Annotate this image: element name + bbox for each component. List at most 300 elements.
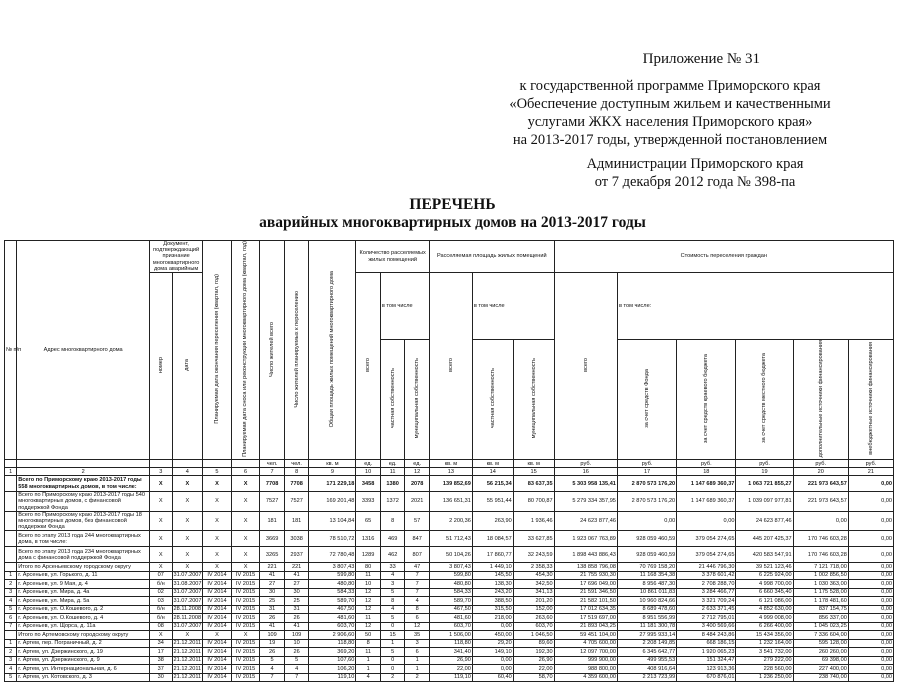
table-row — [5, 511, 894, 531]
table-cell: 3 807,43 — [309, 563, 356, 572]
column-number-cell: 21 — [848, 468, 893, 476]
table-row — [5, 656, 894, 665]
table-cell: Всего по Приморскому краю 2013-2017 годы 540 многоквартирных домов, с финансовой поддержкой Фонда — [17, 492, 150, 512]
table-cell: 02 — [150, 588, 172, 597]
table-cell: 670 876,01 — [677, 673, 736, 682]
table-cell: 4 — [380, 571, 405, 580]
table-cell: 21 446 796,30 — [677, 563, 736, 572]
table-cell: 1372 — [380, 492, 405, 512]
table-cell: 1 — [5, 639, 17, 648]
table-cell: 60,40 — [472, 673, 513, 682]
table-cell: 170 746 603,28 — [793, 531, 848, 547]
table-cell: 0 — [380, 656, 405, 665]
unit-cell: ед. — [380, 460, 405, 468]
col-no-header — [5, 241, 22, 460]
table-cell: 25 — [260, 597, 285, 606]
table-cell: 999 900,00 — [554, 656, 617, 665]
table-cell: 469 — [380, 531, 405, 547]
table-cell: 3 — [5, 588, 17, 597]
col-count-total-label: всего — [365, 358, 372, 372]
table-cell: 50 — [356, 631, 381, 640]
table-cell: 22,00 — [429, 665, 472, 674]
table-cell: 55 951,44 — [472, 492, 513, 512]
table-cell: IV 2015 — [231, 665, 260, 674]
table-cell: 21 893 043,25 — [554, 622, 617, 631]
table-cell: 28.11.2008 — [173, 606, 202, 613]
col-count-mun-label: муниципальная собственность — [414, 358, 421, 439]
table-cell: 2937 — [284, 547, 309, 563]
table-cell: 5 — [380, 648, 405, 657]
table-cell: X — [203, 511, 232, 531]
col-cost-incl-label: в том числе: — [618, 302, 652, 309]
col-count-priv-label: частная собственность — [389, 368, 396, 429]
table-cell: 369,20 — [309, 648, 356, 657]
table-cell: 5 — [5, 673, 17, 682]
table-cell: 847 — [405, 531, 430, 547]
table-cell: 454,30 — [513, 571, 554, 580]
table-cell — [5, 563, 17, 572]
table-cell: IV 2014 — [203, 622, 232, 631]
table-cell: 0,00 — [848, 648, 893, 657]
table-cell: 408 916,64 — [617, 665, 676, 674]
column-number-cell: 5 — [203, 468, 232, 476]
table-cell: 2 208 149,85 — [617, 639, 676, 648]
col-address-header — [17, 241, 150, 460]
table-cell: 4 — [284, 665, 309, 674]
table-cell: г. Арсеньев, ул. 9 Мая, д. 4 — [17, 580, 150, 589]
table-cell: 11 181 300,78 — [617, 622, 676, 631]
table-cell: X — [231, 531, 260, 547]
table-cell: г. Арсеньев, ул. Горького, д. 11 — [17, 571, 150, 580]
table-cell: 51 712,43 — [429, 531, 472, 547]
col-plan-demolish-label: Планируемая дата окончания переселения (квартал, год) — [213, 274, 220, 424]
col-cost-fund-label: за счет средств Фонда — [643, 368, 650, 428]
table-cell: 0,00 — [848, 511, 893, 531]
table-cell: Итого по Арсеньевскому городскому округу — [17, 563, 150, 572]
table-cell: 0,00 — [848, 622, 893, 631]
table-cell: 0,00 — [848, 665, 893, 674]
table-cell: X — [203, 531, 232, 547]
table-cell: 603,70 — [513, 622, 554, 631]
table-cell: X — [172, 476, 203, 492]
admin-line: от 7 декабря 2012 года № 398-па — [594, 174, 796, 190]
table-cell: 420 583 547,91 — [736, 547, 793, 563]
table-cell: X — [150, 563, 172, 572]
table-cell: 5 — [380, 614, 405, 623]
table-cell: 56 215,34 — [472, 476, 513, 492]
table-cell: 2 — [380, 673, 405, 682]
column-number-cell: 20 — [793, 468, 848, 476]
table-cell: 342,50 — [513, 580, 554, 589]
col-people-plan-label: Число жителей планируемых к переселению — [293, 290, 300, 408]
table-cell: 807 — [405, 547, 430, 563]
table-cell: 445 207 425,37 — [736, 531, 793, 547]
table-cell: 341,13 — [513, 588, 554, 597]
table-cell: 218,00 — [472, 614, 513, 623]
col-doc-num-label: номер — [157, 356, 164, 374]
table-cell: IV 2015 — [231, 648, 260, 657]
column-number-cell: 8 — [284, 468, 309, 476]
table-cell: 1 — [356, 665, 381, 674]
table-cell: 2 633 371,45 — [677, 605, 736, 614]
table-cell: X — [231, 511, 260, 531]
col-area2-total-header — [429, 273, 472, 460]
table-cell: 5 — [5, 605, 17, 614]
table-cell: 118,80 — [309, 639, 356, 648]
table-cell: 584,33 — [429, 588, 472, 597]
table-cell: 11 — [356, 648, 381, 657]
table-cell: 462 — [380, 547, 405, 563]
annex-label: Приложение № 31 — [642, 51, 760, 67]
col-area-label: Общая площадь жилых помещений многоквартирного дома — [329, 270, 336, 428]
table-cell: 3669 — [260, 531, 285, 547]
unit-cell: кв. м — [309, 460, 356, 468]
column-number-cell: 2 — [17, 468, 150, 476]
table-cell: 480,80 — [309, 580, 356, 589]
table-cell: 181 — [284, 511, 309, 531]
col-cost-incl-header — [617, 273, 893, 340]
table-cell: 106,20 — [309, 665, 356, 674]
table-cell: 7708 — [260, 476, 285, 492]
column-number-cell: 14 — [472, 468, 513, 476]
col-count-priv-header — [380, 339, 405, 460]
table-cell: 1 147 689 360,37 — [677, 476, 736, 492]
table-row — [5, 580, 894, 589]
table-cell: 928 059 460,59 — [617, 547, 676, 563]
table-cell: 65 — [356, 511, 381, 531]
table-cell: 589,70 — [429, 597, 472, 606]
table-cell: 8 — [380, 597, 405, 606]
table-cell: 10 960 824,66 — [617, 597, 676, 606]
table-cell: 6 660 345,40 — [736, 588, 793, 597]
table-cell: 6 121 086,00 — [736, 597, 793, 606]
table-cell: 221 — [260, 563, 285, 572]
table-cell: 2 712 795,01 — [677, 614, 736, 623]
table-cell: 3 541 732,00 — [736, 648, 793, 657]
table-cell: г. Артем, ул. Котовского, д. 3 — [17, 673, 150, 682]
table-cell: 201,20 — [513, 597, 554, 606]
table-cell: 72 780,48 — [309, 547, 356, 563]
table-cell: 123 913,36 — [677, 665, 736, 674]
table-cell: 0,00 — [848, 605, 893, 614]
table-cell: 1 923 067 763,89 — [554, 531, 617, 547]
table-cell: 18 084,57 — [472, 531, 513, 547]
table-row — [5, 492, 894, 512]
table-cell: г. Арсеньев, ул. О.Кошевого, д. 2 — [17, 605, 150, 614]
table-cell: 1 449,10 — [472, 563, 513, 572]
table-cell: X — [231, 476, 260, 492]
table-cell: 30 — [260, 588, 285, 597]
table-cell: IV 2015 — [231, 622, 260, 631]
table-cell: Всего по Приморскому краю 2013-2017 годы 558 многоквартирных домов, в том числе: — [17, 476, 150, 492]
table-cell: 6 — [405, 614, 430, 623]
table-cell — [5, 476, 17, 492]
col-count-incl-label: в том числе — [381, 302, 413, 309]
table-cell: Всего по этапу 2013 года 244 многоквартирных дома, в том числе: — [17, 531, 150, 547]
table-cell: 1 — [405, 665, 430, 674]
col-cost-total-header — [554, 273, 617, 460]
table-cell: 3 — [380, 580, 405, 589]
table-row — [5, 597, 894, 606]
table-cell: 21.12.2011 — [173, 648, 202, 655]
program-line: «Обеспечение доступным жильем и качественными — [509, 96, 831, 112]
table-cell: 13 104,84 — [309, 511, 356, 531]
table-cell: 17 860,77 — [472, 547, 513, 563]
unit-cell: ед. — [356, 460, 381, 468]
col-area2-mun-label: муниципальная собственность — [530, 358, 537, 439]
table-cell: 19 — [260, 639, 285, 648]
table-cell: 70 769 158,20 — [617, 563, 676, 572]
table-cell: 0,00 — [848, 580, 893, 589]
table-cell: X — [203, 547, 232, 563]
table-cell: X — [172, 631, 203, 640]
table-cell: X — [231, 492, 260, 512]
table-cell: 2078 — [405, 476, 430, 492]
table-cell: 0,00 — [848, 614, 893, 623]
table-cell — [5, 531, 17, 547]
table-cell: 33 627,85 — [513, 531, 554, 547]
col-doc-num-header — [150, 273, 172, 460]
table-cell: 24 623 877,46 — [554, 511, 617, 531]
column-number-cell: 19 — [736, 468, 793, 476]
col-plan-demolish-header — [203, 241, 232, 460]
col-count-mun-header — [405, 339, 430, 460]
col-cost-fund-header — [617, 339, 676, 460]
table-cell: 0,00 — [848, 531, 893, 547]
unit-cell: руб. — [554, 460, 617, 468]
document-title — [0, 196, 905, 232]
table-cell: 2021 — [405, 492, 430, 512]
table-cell: 3 807,43 — [429, 563, 472, 572]
table-cell: 138,30 — [472, 580, 513, 589]
table-cell: 8 — [356, 639, 381, 648]
table-row — [5, 631, 894, 640]
col-plan-end-label: Планируемая дата сноса или реконструкции многоквартирного дома (квартал, год) — [242, 241, 249, 457]
column-number-cell: 9 — [309, 468, 356, 476]
table-row — [5, 665, 894, 674]
table-cell: 21 755 930,30 — [554, 571, 617, 580]
column-number-cell: 1 — [5, 468, 17, 476]
title-line: аварийных многоквартирных домов на 2013-2017 годы — [259, 214, 646, 231]
table-cell: 5 303 958 135,41 — [554, 476, 617, 492]
table-cell: Итого по Артемовскому городскому округу — [17, 631, 150, 640]
col-cost-label: Стоимость переселения граждан — [680, 253, 767, 260]
unit-cell: кв. м — [513, 460, 554, 468]
table-cell: 6 266 400,00 — [736, 622, 793, 631]
table-cell: 0,00 — [617, 511, 676, 531]
table-cell: 17 696 049,00 — [554, 580, 617, 589]
table-cell: 3458 — [356, 476, 381, 492]
unit-cell: чел. — [284, 460, 309, 468]
table-cell: 3038 — [284, 531, 309, 547]
table-cell: 1 — [356, 656, 381, 665]
table-cell: 41 — [284, 571, 309, 580]
table-cell: 4 998 700,00 — [736, 580, 793, 589]
column-number-cell: 4 — [172, 468, 203, 476]
table-cell: 7527 — [260, 492, 285, 512]
table-cell: г. Арсеньев, ул. О.Кошевого, д. 4 — [17, 614, 150, 623]
table-cell: IV 2014 — [203, 665, 232, 674]
table-cell: 7 — [405, 588, 430, 597]
table-cell: 988 800,00 — [554, 665, 617, 674]
table-cell: 467,50 — [309, 605, 356, 614]
table-cell: IV 2014 — [203, 597, 232, 606]
col-doc-date-label: дата — [184, 359, 191, 371]
table-cell: 7 — [284, 673, 309, 682]
col-people-label: Число жителей всего — [269, 321, 276, 377]
table-cell: IV 2014 — [203, 648, 232, 657]
table-cell: 39 521 123,46 — [736, 563, 793, 572]
table-cell: 6 345 642,77 — [617, 648, 676, 657]
table-cell: 0,00 — [848, 631, 893, 640]
table-cell: 12 — [356, 622, 381, 631]
table-cell: 1 063 721 855,27 — [736, 476, 793, 492]
table-cell: 0,00 — [848, 563, 893, 572]
table-cell: X — [231, 631, 260, 640]
table-cell: 1 045 023,25 — [793, 622, 848, 631]
table-row — [5, 622, 894, 631]
unit-cell: руб. — [848, 460, 893, 468]
column-number-cell: 17 — [617, 468, 676, 476]
table-cell: 388,50 — [472, 597, 513, 606]
table-cell: 24 623 877,46 — [736, 511, 793, 531]
table-cell: X — [172, 511, 203, 531]
table-cell: 31.07.2007 — [173, 623, 202, 630]
program-line: на 2013-2017 годы, утвержденной постановлением — [512, 132, 828, 148]
table-cell: 1380 — [380, 476, 405, 492]
table-cell: 149,10 — [472, 648, 513, 657]
table-cell: IV 2015 — [231, 614, 260, 623]
table-cell: 0,00 — [848, 588, 893, 597]
col-no-label: № п/п — [6, 346, 22, 353]
table-cell: 5 — [260, 656, 285, 665]
table-cell: 08 — [150, 622, 172, 631]
table-cell: 1 039 097 977,81 — [736, 492, 793, 512]
table-cell: 2 200,36 — [429, 511, 472, 531]
table-cell: X — [172, 492, 203, 512]
table-cell: 26 — [260, 614, 285, 623]
table-cell: 192,30 — [513, 648, 554, 657]
table-cell: 2 870 573 176,20 — [617, 476, 676, 492]
table-cell: IV 2015 — [231, 673, 260, 682]
col-area2-incl-header — [472, 273, 554, 340]
table-cell: 0,00 — [848, 639, 893, 648]
col-address-label: Адрес многоквартирного дома — [43, 346, 123, 353]
table-cell: 181 — [260, 511, 285, 531]
table-cell: 83 637,35 — [513, 476, 554, 492]
table-cell — [5, 547, 17, 563]
table-cell: 1 936,46 — [513, 511, 554, 531]
table-cell: X — [150, 476, 172, 492]
table-cell: 22,00 — [513, 665, 554, 674]
table-cell: 109 — [284, 631, 309, 640]
table-cell: 3 400 569,66 — [677, 622, 736, 631]
table-cell: 3 284 466,77 — [677, 588, 736, 597]
table-body — [5, 476, 894, 682]
col-cost-dop-label: дополнительные источники финансирования — [817, 339, 824, 457]
table-cell: 1289 — [356, 547, 381, 563]
table-cell: 21.12.2011 — [173, 657, 202, 664]
unit-cell: ед. — [405, 460, 430, 468]
table-cell: IV 2014 — [203, 605, 232, 614]
table-cell: 379 054 274,65 — [677, 547, 736, 563]
table-cell: 4 705 600,00 — [554, 639, 617, 648]
table-cell: IV 2015 — [231, 605, 260, 614]
table-cell: 47 — [405, 563, 430, 572]
table-cell: 41 — [260, 571, 285, 580]
table-cell: 109 — [260, 631, 285, 640]
table-cell: 12 — [405, 622, 430, 631]
table-cell: 118,80 — [429, 639, 472, 648]
table-cell: 2 — [405, 673, 430, 682]
program-reference — [460, 77, 880, 149]
table-cell: 136 651,31 — [429, 492, 472, 512]
table-cell: 1 046,50 — [513, 631, 554, 640]
unit-cell: руб. — [736, 460, 793, 468]
table-cell: 584,33 — [309, 588, 356, 597]
table-cell: 1 002 856,50 — [793, 571, 848, 580]
col-area2-label: Расселяемая площадь жилых помещений — [436, 253, 547, 260]
table-cell: 603,70 — [309, 622, 356, 631]
table-cell: X — [231, 563, 260, 572]
table-cell: IV 2015 — [231, 580, 260, 589]
col-doc-date-header — [172, 273, 203, 460]
table-cell: 2 358,33 — [513, 563, 554, 572]
table-cell: 7 — [405, 571, 430, 580]
table-cell: 0,00 — [472, 656, 513, 665]
table-cell: IV 2015 — [231, 639, 260, 648]
table-cell: 29,20 — [472, 639, 513, 648]
table-cell: 467,50 — [429, 605, 472, 614]
table-cell: 0 — [380, 622, 405, 631]
table-cell: X — [172, 531, 203, 547]
column-number-cell: 7 — [260, 468, 285, 476]
table-cell — [5, 631, 17, 640]
table-cell: 32 243,59 — [513, 547, 554, 563]
table-cell: 30 — [150, 673, 172, 682]
table-cell: 481,60 — [429, 614, 472, 623]
table-cell: г. Арсеньев, ул. Мира, д. 4а — [17, 588, 150, 597]
table-cell: 4 852 630,00 — [736, 605, 793, 614]
table-cell: X — [203, 563, 232, 572]
table-cell: IV 2015 — [231, 656, 260, 665]
col-count-incl-header — [380, 273, 429, 340]
table-cell: 4 — [5, 665, 17, 674]
table-cell: 599,80 — [309, 571, 356, 580]
table-cell: 31.07.2007 — [173, 589, 202, 596]
table-cell: 221 — [284, 563, 309, 572]
emergency-houses-table — [4, 240, 894, 682]
col-cost-mb-header — [736, 339, 793, 460]
table-cell: IV 2014 — [203, 614, 232, 623]
table-cell: г. Артем, пер. Пограничный, д. 2 — [17, 639, 150, 648]
unit-cell: кв. м — [429, 460, 472, 468]
table-cell: 1 232 164,00 — [736, 639, 793, 648]
table-cell: 7 — [260, 673, 285, 682]
table-cell: 41 — [260, 622, 285, 631]
table-cell: 119,10 — [429, 673, 472, 682]
table-cell: 3 378 601,42 — [677, 571, 736, 580]
table-cell: 80 700,87 — [513, 492, 554, 512]
title-line: ПЕРЕЧЕНЬ — [409, 196, 496, 213]
table-cell: 837 154,75 — [793, 605, 848, 614]
unit-cell: чел. — [260, 460, 285, 468]
table-cell: б/н — [150, 614, 172, 623]
table-cell: 21 582 101,50 — [554, 597, 617, 606]
table-cell: 10 — [284, 639, 309, 648]
col-cost-mb-label: за счет средств местного бюджета — [761, 353, 768, 444]
table-cell: 0,00 — [677, 511, 736, 531]
